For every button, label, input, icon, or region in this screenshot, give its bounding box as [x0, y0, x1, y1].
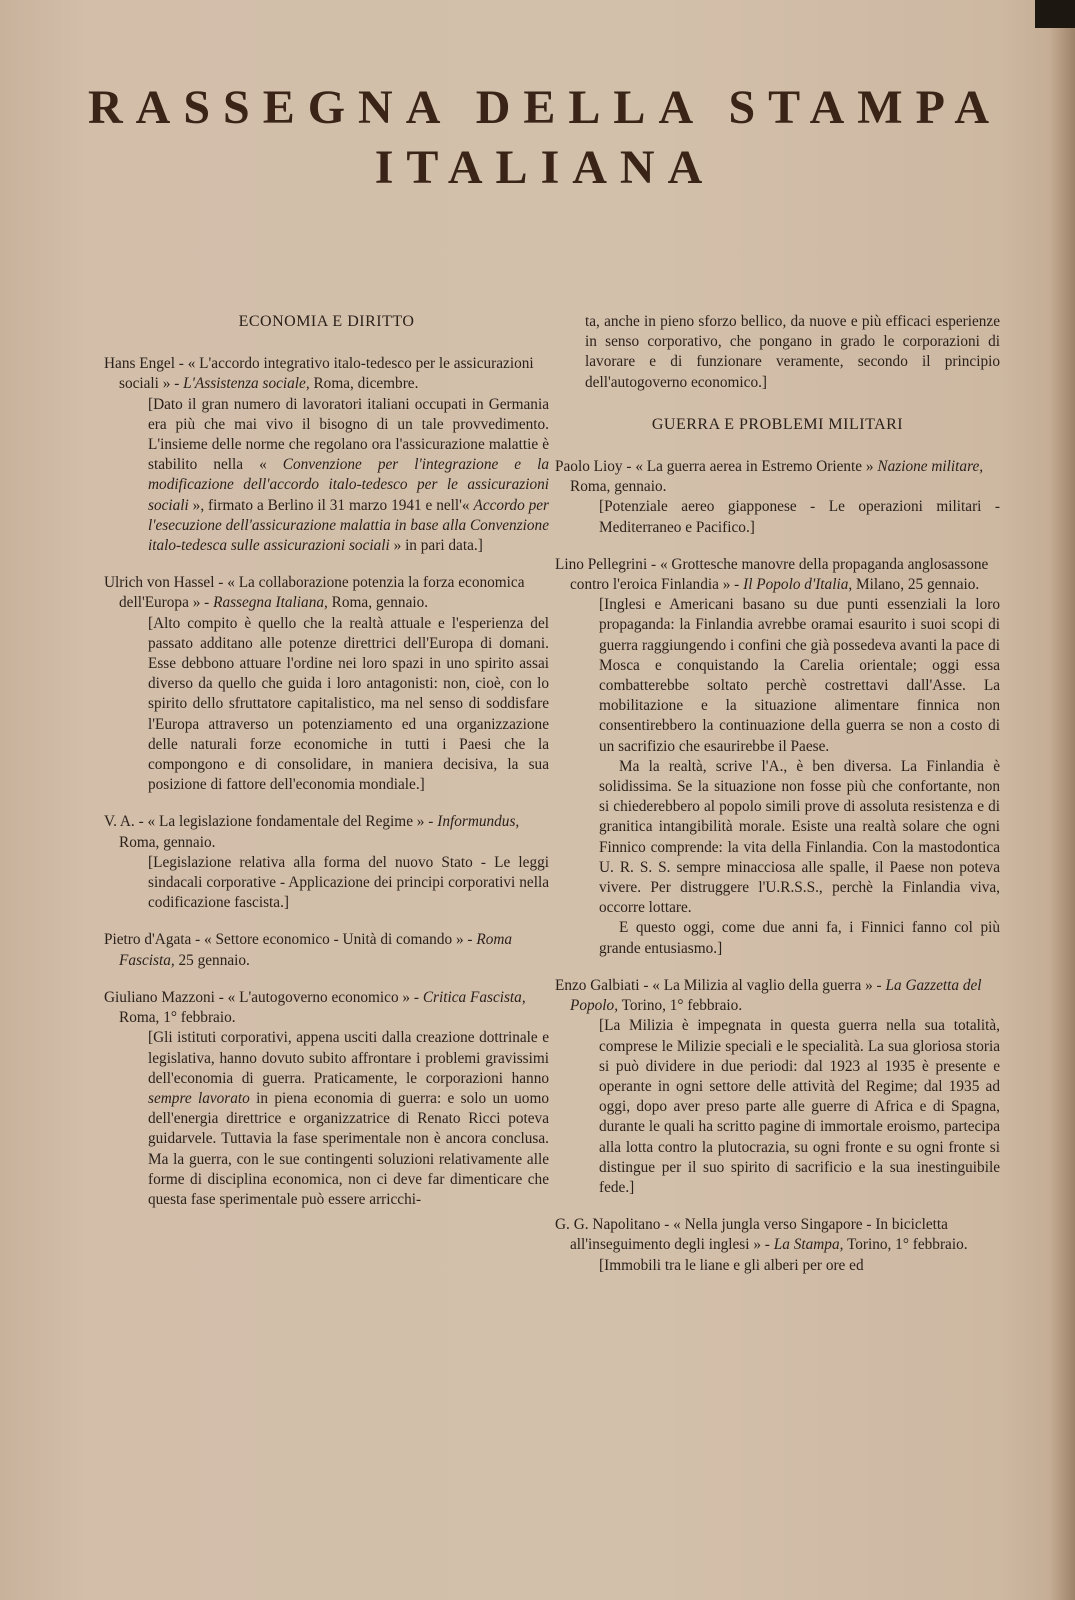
entry-header	[104, 812, 549, 852]
entry-author: Giuliano Mazzoni	[104, 988, 215, 1006]
entry-engel	[104, 354, 549, 556]
entry-source: Informundus,	[437, 813, 520, 831]
entry-title: « Settore economico - Unità di comando »	[204, 931, 464, 949]
entry-author: Paolo Lioy	[555, 458, 623, 476]
entry-source: Rassegna Italiana,	[213, 594, 328, 612]
entry-author: V. A.	[104, 813, 135, 831]
entry-header	[555, 1215, 1000, 1255]
left-column	[104, 312, 549, 1227]
entry-hassel	[104, 573, 549, 795]
summary-text: [Gli istituti corporativi, appena usciti dalla creazione dottrinale e legislativa, hanno dovuto subito affrontare i problemi gravissimi dell'economia di guerra. Praticamente, le corporazioni hanno	[148, 1029, 549, 1087]
summary-text: » in pari data.]	[389, 537, 483, 555]
summary-text: E questo oggi, come due anni fa, i Finnici fanno col più grande entusiasmo.]	[599, 919, 1000, 957]
entry-summary	[104, 1028, 549, 1210]
entry-sep: -	[639, 976, 653, 994]
entry-va	[104, 812, 549, 913]
summary-italic: Convenzione per l'integrazione e la modificazione dell'accordo italo-tedesco per le assicurazioni sociali	[148, 456, 550, 514]
entry-place-date: Torino, 1° febbraio.	[618, 997, 743, 1015]
entry-source: Nazione militare,	[877, 458, 984, 476]
entry-title: « L'autogoverno economico »	[227, 988, 411, 1006]
summary-text: [Potenziale aereo giapponese - Le operazioni militari - Mediterraneo e Pacifico.]	[599, 498, 1000, 536]
entry-author: Ulrich von Hassel	[104, 574, 215, 592]
entry-sep: -	[214, 988, 228, 1006]
entry-sep: -	[191, 931, 205, 949]
entry-header	[555, 976, 1000, 1016]
entry-place-date: Milano, 25 gennaio.	[852, 576, 980, 594]
entry-summary	[555, 1256, 1000, 1276]
entry-summary	[104, 614, 549, 796]
entry-author: Lino Pellegrini	[555, 555, 648, 573]
entry-sep: -	[410, 988, 423, 1006]
entry-summary	[104, 853, 549, 914]
summary-text: in piena economia di guerra: e solo un uomo dell'energia direttrice e organizzatrice di Renato Ricci poteva guidarvele. Tuttavia la fase sperimentale non è ancora conclusa. Ma la guerra, con le sue contingenti soluzioni relativamente alle forme di disciplina economica, non ci deve far dimenticare che questa fase sperimentale può essere arricchi-	[148, 1089, 549, 1208]
summary-text: [Immobili tra le liane e gli alberi per ore ed	[599, 1256, 864, 1274]
entry-place-date: Roma, gennaio.	[119, 833, 216, 851]
entry-mazzoni	[104, 988, 549, 1210]
entry-dagata	[104, 930, 549, 970]
entry-sep: -	[760, 1236, 774, 1254]
entry-sep: -	[200, 594, 214, 612]
title-line-2: ITALIANA	[374, 141, 716, 194]
entry-place-date: Roma, gennaio.	[570, 478, 667, 496]
entry-header	[104, 930, 549, 970]
entry-place-date: Roma, gennaio.	[327, 594, 429, 612]
summary-text: [La Milizia è impegnata in questa guerra nella sua totalità, comprese le Milizie speciali e le specialità. La sua gloriosa storia si può dividere in due periodi: dal 1923 al 1935 è presente e operante in ogni settore delle attività del Regime; dal 1935 ad oggi, dopo aver preso parte alle guerre di Africa e di Spagna, durante le quali ha scritto pagine di immortale eroismo, partecipa alla lotta contro la plutocrazia, su ogni fronte e su ogni fronte si distingue per il suo spirito di sacrificio e la sua inestinguibile fede.]	[599, 1017, 1000, 1196]
entry-header	[104, 354, 549, 394]
entry-sep: -	[872, 976, 886, 994]
entry-place-date: Torino, 1° febbraio.	[843, 1236, 968, 1254]
entry-summary	[104, 395, 549, 557]
summary-italic: sempre lavorato	[148, 1089, 250, 1107]
section-heading-guerra: GUERRA E PROBLEMI MILITARI	[651, 415, 904, 433]
entry-sep: -	[170, 375, 184, 393]
entry-sep: -	[730, 576, 744, 594]
entry-source: La Stampa,	[773, 1236, 844, 1254]
entry-summary	[555, 595, 1000, 959]
entry-header	[104, 988, 549, 1028]
title-line-1: RASSEGNA DELLA STAMPA	[87, 81, 1002, 134]
entry-sep: -	[134, 813, 148, 831]
summary-text: [Legislazione relativa alla forma del nuovo Stato - Le leggi sindacali corporative - Applicazione dei principi corporativi nella codificazione fascista.]	[148, 853, 549, 912]
entry-place-date: Roma, dicembre.	[309, 375, 419, 393]
entry-sep: -	[424, 813, 438, 831]
entry-source: La Gazzetta del Popolo,	[570, 976, 982, 1015]
entry-author: Enzo Galbiati	[555, 976, 640, 994]
entry-galbiati	[555, 976, 1000, 1198]
summary-text: », firmato a Berlino il 31 marzo 1941 e nell'«	[188, 496, 474, 514]
entry-header	[104, 573, 549, 613]
summary-text: [Inglesi e Americani basano su due punti essenziali la loro propaganda: la Finlandia avrebbe oramai esaurito i suoi scopi di guerra raggiungendo i confini che già possedeva avanti la pace di Mosca e conquistando la Carelia orientale; oggi essa combatterebbe soltato perchè costrettavi dall'Asse. La mobilitazione e la situazione alimentare finnica non consentirebbero la continuazione della guerra se non a costo di un sacrifizio che esaurirebbe il Paese.	[599, 596, 1000, 755]
entry-author: Hans Engel	[104, 355, 175, 373]
page-edge-shadow	[1049, 0, 1075, 1600]
entry-pellegrini	[555, 555, 1000, 959]
entry-header	[555, 555, 1000, 595]
entry-title: « L'accordo integrativo italo-tedesco per le assicurazioni sociali »	[119, 355, 534, 393]
summary-text: Ma la realtà, scrive l'A., è ben diversa. La Finlandia è solidissima. Se la situazione non fosse più che confortante, non si chiederebbero al popolo simili prove di assoluta resistenza e di granitica intangibilità morale. Esiste una realtà solare che ogni Finnico comprende: la vita della Finlandia. Con la mastodontica U. R. S. S. sempre minacciosa alle spalle, il Paese non poteva vivere. Per distruggere l'U.R.S.S., perchè la Finlandia viva, occorre lottare.	[599, 757, 1000, 917]
entry-title: « Grottesche manovre della propaganda anglosassone contro l'eroica Finlandia »	[570, 555, 989, 594]
entry-source: Il Popolo d'Italia,	[743, 576, 853, 594]
summary-text: [Dato il gran numero di lavoratori italiani occupati in Germania era più che mai vivo il bisogno di un tale provvedimento. L'insieme delle norme che regolano ora l'assicurazione malattie è stabilito nella «	[148, 395, 549, 474]
entry-sep: -	[647, 555, 660, 573]
entry-author: Pietro d'Agata	[104, 931, 192, 949]
entry-summary	[555, 1016, 1000, 1198]
entry-place-date: 25 gennaio.	[174, 951, 250, 969]
entry-title: « La legislazione fondamentale del Regime »	[147, 813, 425, 831]
summary-italic: Accordo per l'esecuzione dell'assicurazione malattia in base alla Convenzione italo-tedesca sulle assicurazioni sociali	[148, 496, 549, 555]
continued-summary: ta, anche in pieno sforzo bellico, da nuove e più efficaci esperienze in senso corporativo, che pongano in grado le corporazioni di lavorare e di funzionare veramente, secondo il principio dell'autogoverno economico.]	[585, 313, 1000, 391]
entry-sep: -	[660, 1216, 674, 1234]
entry-header	[555, 457, 1000, 497]
section-heading-economia: ECONOMIA E DIRITTO	[238, 313, 415, 330]
entry-source: Roma Fascista,	[119, 931, 513, 969]
entry-title: « La Milizia al vaglio della guerra »	[652, 976, 873, 994]
right-column	[555, 312, 1000, 1293]
entry-source: L'Assistenza sociale,	[183, 375, 310, 393]
entry-sep: -	[174, 355, 188, 373]
entry-summary	[555, 497, 1000, 537]
entry-title: « Nella jungla verso Singapore - In bicicletta all'inseguimento degli inglesi »	[570, 1216, 948, 1254]
entry-source: Critica Fascista,	[422, 988, 526, 1006]
page-corner	[1035, 0, 1075, 28]
entry-author: G. G. Napolitano	[555, 1216, 661, 1234]
entry-title: « La guerra aerea in Estremo Oriente »	[635, 458, 874, 476]
entry-sep: -	[463, 931, 477, 949]
entry-place-date: Roma, 1° febbraio.	[119, 1009, 236, 1027]
entry-sep: -	[622, 458, 636, 476]
entry-napolitano	[555, 1215, 1000, 1276]
summary-text: [Alto compito è quello che la realtà attuale e l'esperienza del passato additano alle potenze direttrici dell'Europa di domani. Esse debbono attuare l'ordine nei loro spazi in uno spirito assai diverso da quello che guida i loro antagonisti: non, cioè, con lo spirito dello sfruttatore capitalistico, ma nel senso di soddisfare l'Europa attraverso un potenziamento ed una organizzazione delle naturali forze economiche in tutti i Paesi che la compongono e di consolidare, in maniera decisiva, la sua posizione di fattore dell'economia mondiale.]	[148, 614, 549, 794]
entry-lioy	[555, 457, 1000, 538]
entry-title: « La collaborazione potenzia la forza economica dell'Europa »	[119, 574, 525, 612]
entry-sep: -	[214, 574, 228, 592]
